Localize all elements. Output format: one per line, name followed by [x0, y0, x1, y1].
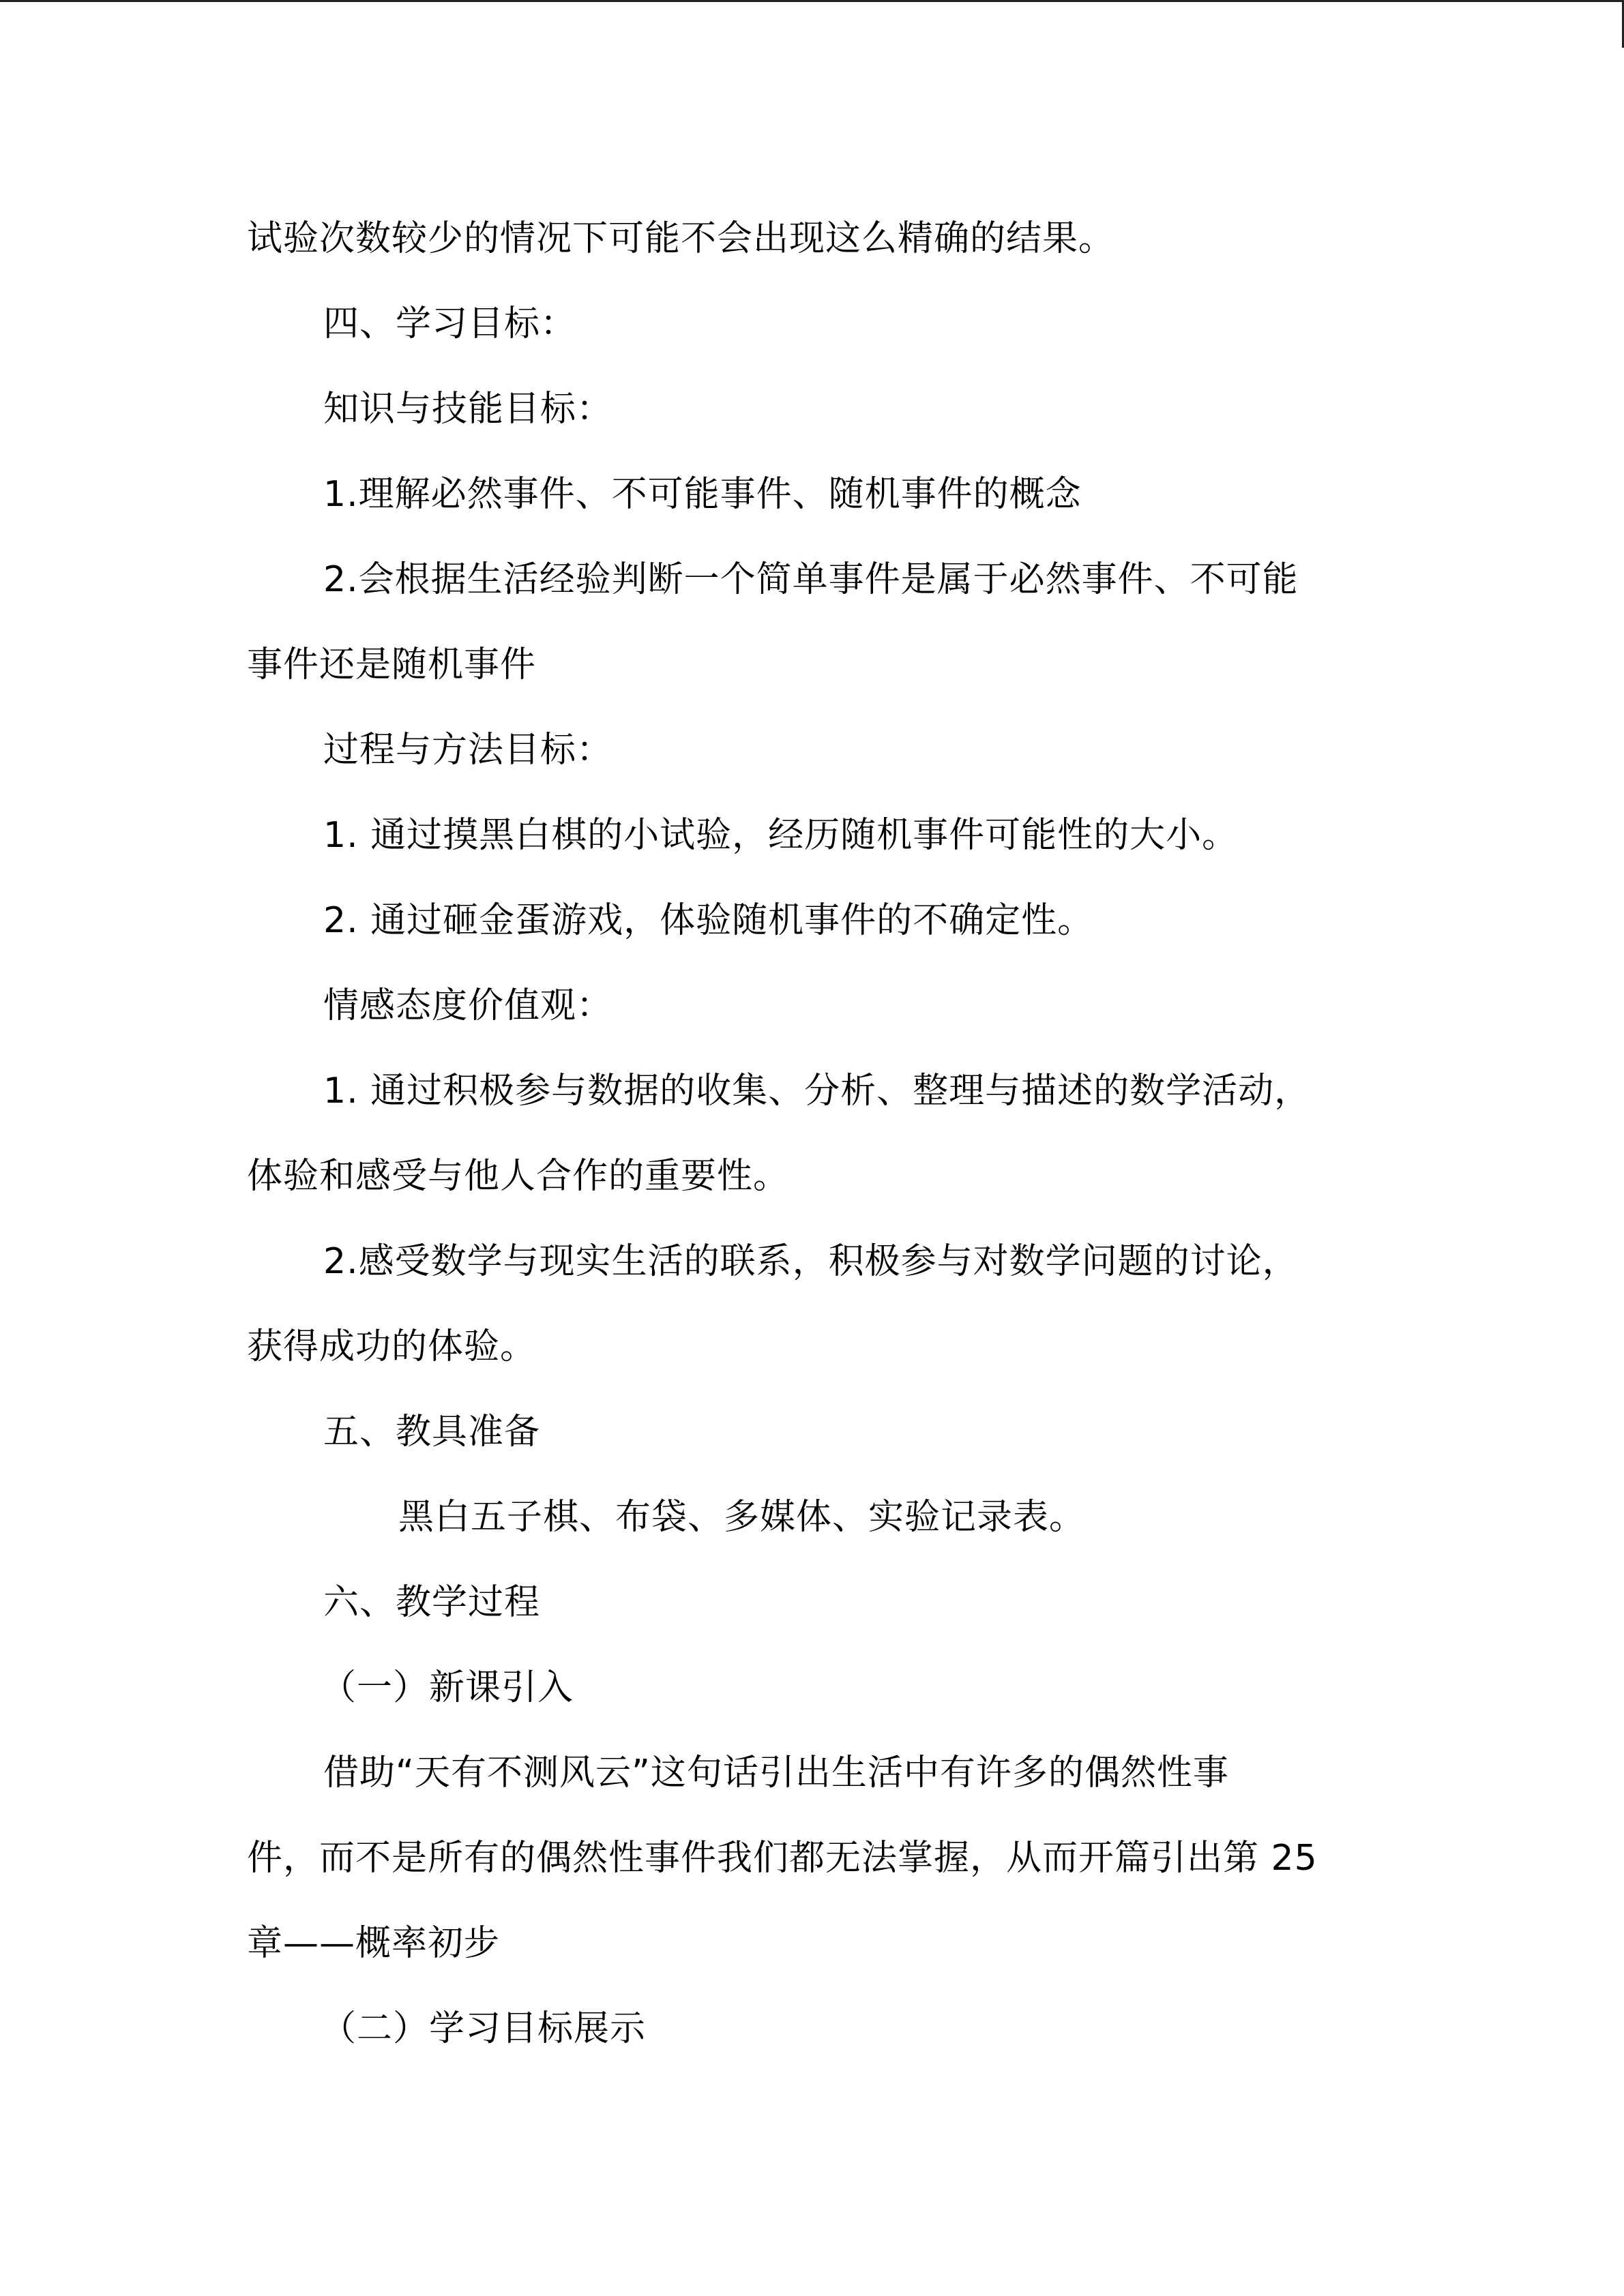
- subheading-attitude-values: 情感态度价值观：: [323, 985, 613, 1026]
- paragraph-line: 黑白五子棋、布袋、多媒体、实验记录表。: [398, 1497, 1086, 1538]
- list-item-continuation: 体验和感受与他人合作的重要性。: [247, 1156, 790, 1197]
- list-item-continuation: 事件还是随机事件: [247, 644, 537, 685]
- list-item: 1. 通过积极参与数据的收集、分析、整理与描述的数学活动，: [323, 1071, 1311, 1112]
- subheading-goals-display: （二）学习目标展示: [321, 2008, 647, 2049]
- list-item: 2.感受数学与现实生活的联系，积极参与对数学问题的讨论，: [323, 1241, 1299, 1282]
- list-item-continuation: 获得成功的体验。: [247, 1326, 537, 1367]
- list-item: 2.会根据生活经验判断一个简单事件是属于必然事件、不可能: [323, 559, 1299, 600]
- section-heading-teaching-process: 六、教学过程: [323, 1582, 541, 1623]
- list-item: 1. 通过摸黑白棋的小试验，经历随机事件可能性的大小。: [323, 815, 1239, 856]
- paragraph-line: 借助“天有不测风云”这句话引出生活中有许多的偶然性事: [323, 1753, 1229, 1793]
- subheading-process-method: 过程与方法目标：: [323, 730, 613, 771]
- section-heading-teaching-aids: 五、教具准备: [323, 1412, 541, 1452]
- paragraph-line: 件，而不是所有的偶然性事件我们都无法掌握，从而开篇引出第 25: [247, 1838, 1318, 1879]
- paragraph-line: 章——概率初步: [247, 1923, 501, 1964]
- list-item: 2. 通过砸金蛋游戏，体验随机事件的不确定性。: [323, 900, 1094, 941]
- subheading-knowledge-skills: 知识与技能目标：: [323, 389, 613, 430]
- paragraph-line: 试验次数较少的情况下可能不会出现这么精确的结果。: [247, 218, 1115, 259]
- section-heading-learning-goals: 四、学习目标：: [323, 303, 577, 344]
- list-item: 1.理解必然事件、不可能事件、随机事件的概念: [323, 474, 1082, 515]
- subheading-new-lesson-intro: （一）新课引入: [321, 1667, 574, 1708]
- page-top-border: [0, 0, 1624, 2]
